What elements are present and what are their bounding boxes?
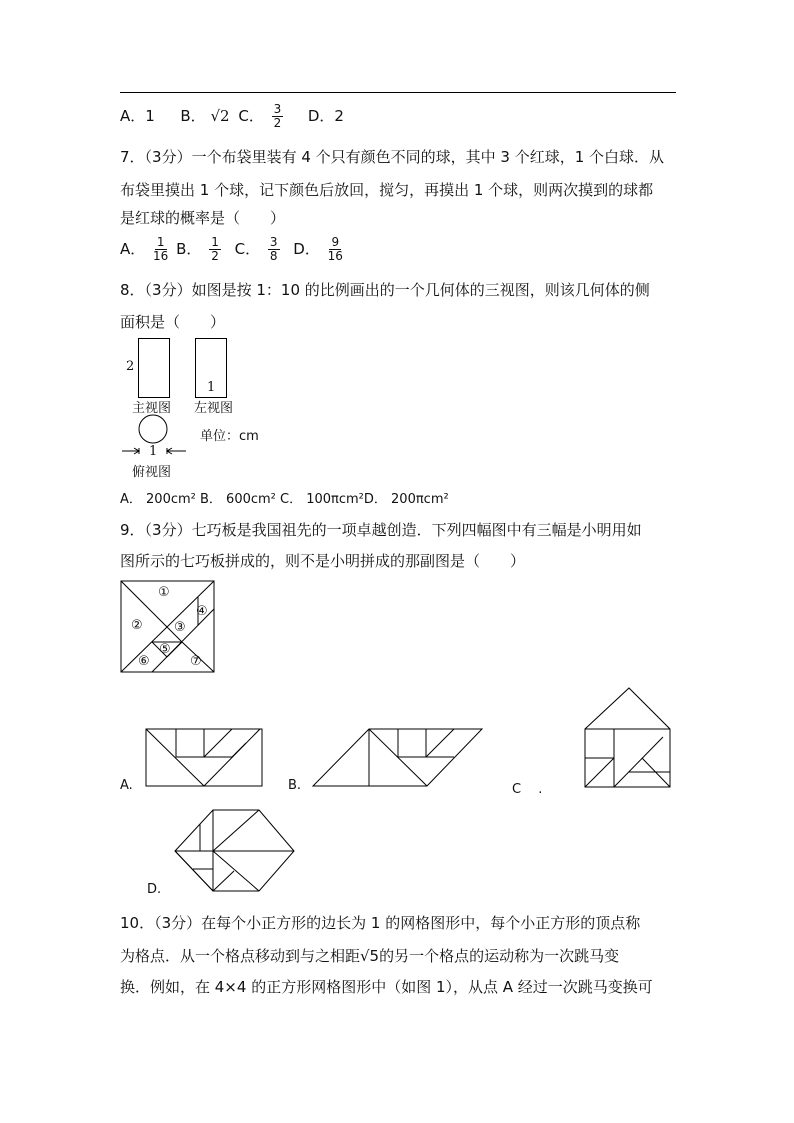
q7-option-d-fraction: $\frac{9}{16}$ (327, 235, 343, 263)
q7-option-c-fraction: $\frac{3}{8}$ (269, 235, 278, 263)
q8-line-2: 面积是（ ） (120, 313, 226, 331)
q8-line-1: 8．（3分）如图是按 1：10 的比例画出的一个几何体的三视图，则该几何体的侧 (120, 281, 650, 299)
tangram-piece-6: ⑥ (138, 654, 150, 669)
q7-option-a-fraction: $\frac{1}{16}$ (153, 235, 169, 263)
q7-option-d-label: D． (293, 240, 320, 258)
q7-line-3: 是红球的概率是（ ） (120, 209, 286, 227)
q6-option-a: A．1 (120, 107, 155, 125)
tangram-piece-5: ⑤ (159, 642, 171, 657)
front-view-rect (138, 338, 170, 398)
option-d-label: D. (147, 882, 162, 897)
q7-option-b-label: B． (176, 240, 202, 258)
q6-option-d: D．2 (307, 107, 344, 125)
side-view-label: 左视图 (194, 401, 234, 416)
q10-line-3: 换．例如，在 4×4 的正方形网格图形中（如图 1），从点 A 经过一次跳马变换可 (120, 978, 653, 996)
front-view-label: 主视图 (132, 401, 172, 416)
q7-option-b-fraction: $\frac{1}{2}$ (211, 235, 219, 263)
option-b-figure (312, 728, 484, 788)
q6-option-b: B． (180, 107, 206, 125)
option-c-label: C . (512, 782, 543, 797)
q9-line-2: 图所示的七巧板拼成的，则不是小明拼成的那副图是（ ） (120, 552, 526, 570)
option-b-label: B. (288, 778, 302, 793)
q6-option-b-value: √2 (210, 107, 230, 125)
top-view-circle (120, 412, 200, 462)
q6-option-c-fraction: $\frac{3}{2}$ (273, 102, 282, 130)
q6-option-c: C． (238, 107, 264, 125)
q7-option-a-label: A． (120, 240, 146, 258)
tangram-piece-4: ④ (196, 604, 208, 619)
q8-options: A． 200cm² B． 600cm² C． 100πcm²D． 200πcm² (120, 492, 449, 507)
option-d-figure (174, 809, 296, 893)
option-a-figure (145, 728, 263, 788)
unit-label: 单位：cm (200, 429, 259, 444)
tangram-piece-2: ② (131, 618, 143, 633)
tangram-piece-1: ① (158, 585, 170, 600)
tangram-piece-3: ③ (174, 620, 186, 635)
q7-line-2: 布袋里摸出 1 个球，记下颜色后放回，搅匀，再摸出 1 个球，则两次摸到的球都 (120, 181, 654, 199)
side-view-dimension: 1 (207, 380, 216, 395)
q7-option-c-label: C． (234, 240, 261, 258)
q9-line-1: 9．（3分）七巧板是我国祖先的一项卓越创造．下列四幅图中有三幅是小明用如 (120, 521, 642, 539)
tangram-piece-7: ⑦ (190, 654, 202, 669)
option-a-label: A. (120, 778, 133, 793)
q10-line-1: 10．（3分）在每个小正方形的边长为 1 的网格图形中，每个小正方形的顶点称 (120, 914, 641, 932)
q10-line-2: 为格点．从一个格点移动到与之相距√5的另一个格点的运动称为一次跳马变 (120, 947, 620, 965)
front-view-dimension: 2 (126, 359, 135, 374)
option-c-figure (584, 687, 674, 788)
header-rule (120, 92, 676, 93)
q7-line-1: 7．（3分）一个布袋里装有 4 个只有颜色不同的球，其中 3 个红球，1 个白球．从 (120, 148, 665, 166)
top-view-dimension: 1 (149, 444, 158, 459)
q7-options (120, 236, 346, 263)
top-view-label: 俯视图 (132, 465, 172, 480)
q6-options (120, 103, 344, 130)
